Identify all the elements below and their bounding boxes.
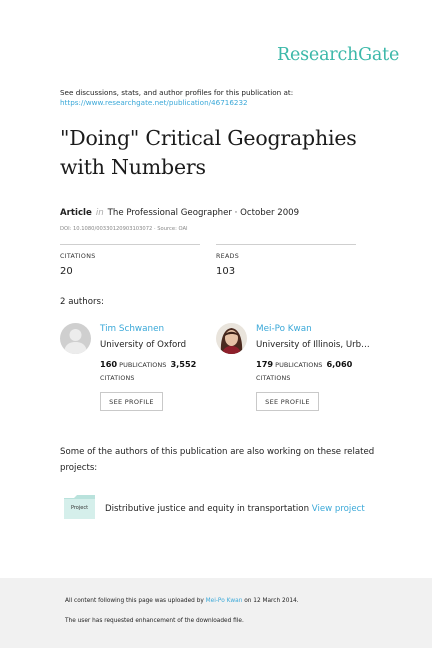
page-title: "Doing" Critical Geographies with Numbers [60, 126, 357, 179]
reads-value: 103 [216, 266, 236, 277]
reads-label: READS [216, 253, 240, 260]
author-name-link[interactable]: Mei-Po Kwan [256, 324, 312, 334]
intro-text: See discussions, stats, and author profiles for this publication at: [60, 88, 294, 97]
publication-meta [60, 208, 299, 218]
photo-avatar-icon[interactable] [216, 323, 247, 354]
author-citations-label: CITATIONS [100, 375, 135, 382]
upload-prefix: All content following this page was uploaded by [65, 598, 204, 604]
author-affiliation: University of Illinois, Urb… [256, 340, 370, 350]
project-entry [105, 504, 365, 514]
publications-label: PUBLICATIONS [275, 361, 323, 369]
see-profile-button[interactable]: SEE PROFILE [100, 392, 163, 411]
project-title: Distributive justice and equity in transportation [105, 504, 310, 514]
view-project-link[interactable]: View project [311, 504, 365, 514]
uploader-link[interactable]: Mei-Po Kwan [205, 598, 243, 604]
author-affiliation: University of Oxford [100, 340, 187, 350]
upload-date: on 12 March 2014. [244, 598, 299, 604]
project-folder-icon[interactable] [63, 494, 96, 520]
publications-count: 179 [256, 359, 274, 369]
authors-heading: 2 authors: [60, 297, 104, 307]
citations-label: CITATIONS [60, 253, 96, 260]
article-type: Article [60, 208, 92, 218]
author-stats [100, 359, 196, 369]
citations-value: 20 [60, 266, 73, 277]
enhancement-notice: The user has requested enhancement of the downloaded file. [65, 618, 244, 624]
footer-panel [0, 578, 432, 648]
in-word: in [95, 208, 104, 218]
default-avatar-icon[interactable] [60, 323, 91, 354]
author-citations-label: CITATIONS [256, 375, 291, 382]
upload-notice [65, 598, 299, 604]
author-citations-count: 3,552 [170, 359, 197, 369]
author-stats [256, 359, 352, 369]
publications-label: PUBLICATIONS [119, 361, 167, 369]
related-projects-heading: Some of the authors of this publication are also working on these related projects: [60, 447, 375, 473]
author-citations-count: 6,060 [326, 359, 353, 369]
doi-source: DOI: 10.1080/00330120903103072 · Source: OAI [60, 226, 188, 232]
venue-date: The Professional Geographer · October 2009 [107, 208, 300, 218]
publication-url-link[interactable]: https://www.researchgate.net/publication/46716232 [60, 98, 248, 107]
author-name-link[interactable]: Tim Schwanen [100, 324, 165, 334]
citations-divider [60, 244, 200, 245]
see-profile-button[interactable]: SEE PROFILE [256, 392, 319, 411]
publications-count: 160 [100, 359, 118, 369]
researchgate-logo[interactable]: ResearchGate [277, 45, 400, 65]
project-icon-label: Project [70, 505, 89, 511]
reads-divider [216, 244, 356, 245]
